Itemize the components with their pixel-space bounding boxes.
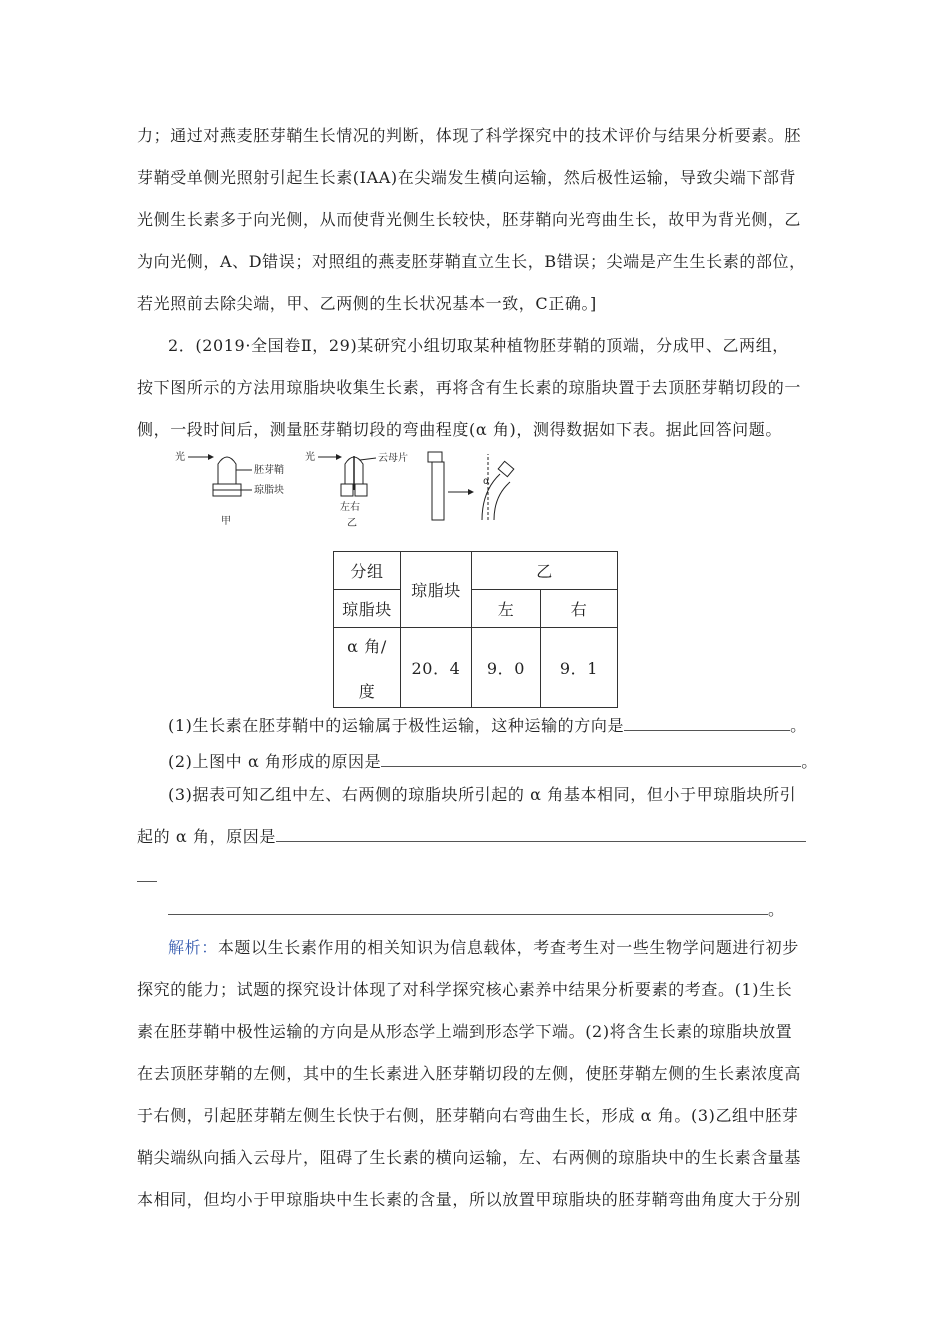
- sub-question-2: (2)上图中 α 角形成的原因是 。: [168, 752, 818, 771]
- sub-question-1: (1)生长素在胚芽鞘中的运输属于极性运输，这种运输的方向是 。: [168, 716, 807, 735]
- sub-question-3-line-3: [137, 865, 817, 887]
- table-header-group: 分组: [334, 552, 401, 590]
- analysis-line-1: 解析：本题以生长素作用的相关知识为信息载体，考查考生对一些生物学问题进行初步: [168, 938, 799, 957]
- bent-segment-right: [494, 482, 510, 520]
- sub-question-3-line-1: (3)据表可知乙组中左、右两侧的琼脂块所引起的 α 角基本相同，但小于甲琼脂块所引: [168, 785, 797, 804]
- analysis-line-6: 鞘尖端纵向插入云母片，阻碍了生长素的横向运输，左、右两侧的琼脂块中的生长素含量基: [137, 1148, 802, 1167]
- table-header-jia: 琼脂块: [401, 552, 472, 628]
- coleoptile-label: 胚芽鞘: [254, 465, 284, 476]
- table-row-label: [334, 628, 401, 708]
- agar-block-a-top: [213, 484, 241, 490]
- analysis-line-5: 于右侧，引起胚芽鞘左侧生长快于右侧，胚芽鞘向右弯曲生长，形成 α 角。(3)乙组中胚芽: [137, 1106, 799, 1125]
- answer-blank-3c[interactable]: [168, 898, 768, 915]
- analysis-line-2: 探究的能力；试题的探究设计体现了对科学探究核心素养中结果分析要素的考查。(1)生长: [137, 980, 793, 999]
- mica-label: 云母片: [378, 453, 408, 464]
- table-header-left: 左: [472, 590, 541, 628]
- light-label-b: 光: [305, 452, 315, 463]
- intro-line-5: 若光照前去除尖端，甲、乙两侧的生长状况基本一致，C正确。]: [137, 294, 597, 313]
- intro-line-2: 芽鞘受单侧光照射引起生长素(IAA)在尖端发生横向运输，然后极性运输，导致尖端下部背: [137, 168, 797, 187]
- table-header-yi: 乙: [472, 552, 618, 590]
- left-right-label: 左右: [340, 502, 360, 513]
- table-cell-jia: 20．4: [401, 628, 472, 708]
- experiment-figure: [170, 446, 530, 536]
- agar-label: 琼脂块: [254, 485, 284, 496]
- group-b-label: 乙: [347, 518, 357, 529]
- sub-question-3-line-4: 。: [168, 898, 848, 920]
- answer-blank-3a[interactable]: [276, 825, 806, 842]
- intro-line-4: 为向光侧，A、D错误；对照组的燕麦胚芽鞘直立生长，B错误；尖端是产生生长素的部位，: [137, 252, 806, 271]
- table-row-label-line1: α 角/: [347, 636, 387, 656]
- data-table: [333, 551, 618, 708]
- light-label-a: 光: [175, 452, 185, 463]
- table-cell-left: 9．0: [472, 628, 541, 708]
- agar-block-a-bottom: [213, 490, 241, 496]
- table-header-agar: 琼脂块: [334, 590, 401, 628]
- answer-blank-1[interactable]: [624, 714, 790, 731]
- table-row-label-line2: 度: [358, 681, 376, 701]
- question-stem-line-2: 按下图所示的方法用琼脂块收集生长素，再将含有生长素的琼脂块置于去顶胚芽鞘切段的一: [137, 378, 802, 397]
- agar-tilted: [498, 461, 514, 476]
- intro-line-1: 力；通过对燕麦胚芽鞘生长情况的判断，体现了科学探究中的技术评价与结果分析要素。胚: [137, 126, 802, 145]
- sub-question-3-line-2: 起的 α 角，原因是: [137, 825, 817, 847]
- coleoptile-tip-a: [218, 457, 236, 484]
- analysis-label: 解析：: [168, 938, 218, 957]
- decapitated-segment: [432, 462, 444, 520]
- analysis-line-7: 本相同，但均小于甲琼脂块中生长素的含量，所以放置甲琼脂块的胚芽鞘弯曲角度大于分别: [137, 1190, 802, 1209]
- group-a-label: 甲: [221, 516, 231, 527]
- analysis-line-3: 素在胚芽鞘中极性运输的方向是从形态学上端到形态学下端。(2)将含生长素的琼脂块放置: [137, 1022, 793, 1041]
- question-stem-line-1: 2．(2019·全国卷Ⅱ，29)某研究小组切取某种植物胚芽鞘的顶端，分成甲、乙两组，: [168, 336, 789, 355]
- agar-block-right: [355, 484, 367, 496]
- answer-blank-2[interactable]: [381, 750, 801, 767]
- intro-line-3: 光侧生长素多于向光侧，从而使背光侧生长较快，胚芽鞘向光弯曲生长，故甲为背光侧，乙: [137, 210, 802, 229]
- answer-blank-3b[interactable]: [137, 865, 157, 882]
- agar-on-cut: [428, 452, 442, 462]
- table-header-right: 右: [541, 590, 618, 628]
- alpha-label: α: [483, 476, 490, 487]
- analysis-line-4: 在去顶胚芽鞘的左侧，其中的生长素进入胚芽鞘切段的左侧，使胚芽鞘左侧的生长素浓度高: [137, 1064, 802, 1083]
- question-stem-line-3: 侧，一段时间后，测量胚芽鞘切段的弯曲程度(α 角)，测得数据如下表。据此回答问题。: [137, 420, 782, 439]
- table-cell-right: 9．1: [541, 628, 618, 708]
- agar-block-left: [341, 484, 353, 496]
